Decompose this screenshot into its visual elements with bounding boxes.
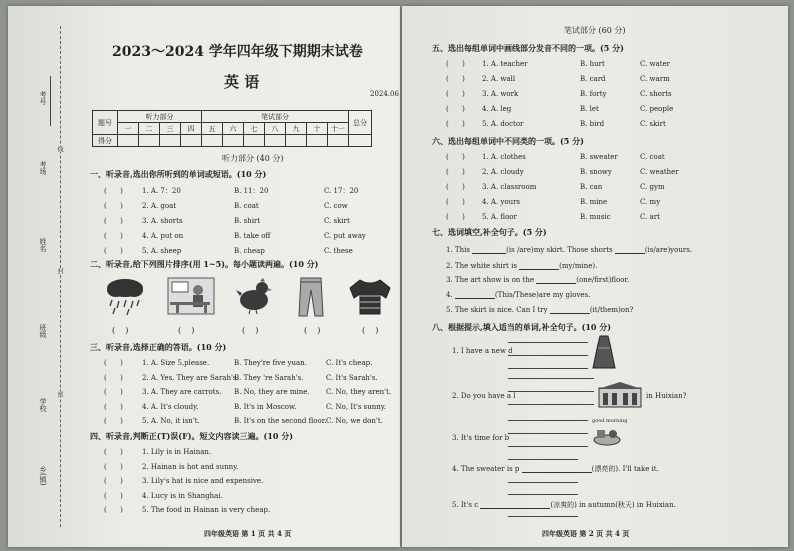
binding-mark-seal: 封 xyxy=(56,268,63,274)
score-table xyxy=(92,110,372,147)
sec4-title: 四、听录音,判断正(T)误(F)。短文内容读三遍。(10 分) xyxy=(90,431,294,441)
classroom-scene-icon xyxy=(166,276,216,316)
choice-option: 1. A. Size 5,please. xyxy=(142,359,210,367)
answer-paren[interactable]: ( ) xyxy=(446,183,465,191)
sec7-row-3 xyxy=(446,276,629,284)
score-item: 十一 xyxy=(328,123,349,135)
sec7-text: 4. xyxy=(446,291,453,299)
fill-blank[interactable] xyxy=(480,508,550,509)
choice-option: B. mine xyxy=(580,198,608,206)
score-item: 一 xyxy=(118,123,139,135)
score-input[interactable] xyxy=(223,135,244,147)
dress-icon xyxy=(592,334,616,370)
choice-option: B. They're five yuan. xyxy=(234,359,307,367)
exam-date: 2024.06 xyxy=(370,90,399,98)
binding-margin xyxy=(8,6,84,547)
choice-option: C. It's Sarah's. xyxy=(326,373,378,382)
choice-option: C. shorts xyxy=(640,90,672,98)
binding-label-town: 乡(镇) xyxy=(39,466,47,486)
score-input[interactable] xyxy=(118,135,139,147)
answer-paren[interactable]: ( ) xyxy=(104,217,123,225)
answer-paren[interactable]: ( ) xyxy=(446,105,465,113)
answer-paren[interactable]: ( ) xyxy=(242,326,259,335)
score-item: 二 xyxy=(139,123,160,135)
choice-option: C. cow xyxy=(324,202,348,210)
answer-paren[interactable]: ( ) xyxy=(178,326,195,335)
choice-option: C. warm xyxy=(640,75,670,83)
choice-option: C. water xyxy=(640,60,671,68)
choice-option: 2. A. goat xyxy=(142,202,177,210)
sec8-text: 4. The sweater is p xyxy=(452,465,520,473)
choice-option: 2. Hainan is hot and sunny. xyxy=(142,462,239,471)
binding-mark-secret: 密 xyxy=(56,391,63,397)
choice-option: 1. A. 7：20 xyxy=(142,187,181,195)
choice-option: 4. Lucy is in Shanghai. xyxy=(142,491,223,500)
sec7-text: 3. The art show is on the xyxy=(446,276,535,284)
fill-blank[interactable] xyxy=(519,269,559,270)
write-line[interactable] xyxy=(508,368,588,369)
sec8-title: 八、根据提示,填入适当的单词,补全句子。(10 分) xyxy=(432,322,612,332)
write-line[interactable] xyxy=(508,494,578,495)
sec8-row-4-lead xyxy=(452,465,659,473)
choice-option: B. take off xyxy=(234,232,271,240)
choice-option: C. skirt xyxy=(324,217,350,225)
answer-paren[interactable]: ( ) xyxy=(446,198,465,206)
choice-option: C. gym xyxy=(640,183,665,191)
breakfast-icon xyxy=(592,426,622,446)
choice-option: B. It's on the second floor. xyxy=(234,417,327,425)
choice-option: 2. A. wall xyxy=(482,75,516,83)
choice-option: B. They 're Sarah's. xyxy=(234,373,304,382)
choice-option: B. shirt xyxy=(234,217,261,225)
sec7-text: (my/mine). xyxy=(559,262,598,270)
score-cell-written: 笔试部分 xyxy=(202,111,349,123)
score-cell-total: 总分 xyxy=(349,111,372,135)
answer-paren[interactable]: ( ) xyxy=(104,232,123,240)
write-line[interactable] xyxy=(508,355,588,356)
card-caption: good morning xyxy=(592,418,628,424)
sec7-row-1 xyxy=(446,246,692,254)
choice-option: 2. A. Yes, They are Sarah's. xyxy=(142,373,239,382)
sec3-title: 三、听录音,选择正确的答语。(10 分) xyxy=(90,342,227,352)
score-item: 八 xyxy=(265,123,286,135)
answer-paren[interactable]: ( ) xyxy=(104,247,123,255)
write-line[interactable] xyxy=(508,404,594,405)
sec8-text: 5. It's c xyxy=(452,501,479,509)
sec7-row-2 xyxy=(446,262,597,270)
exam-title: 2023～2024 学年四年级下期期末试卷 xyxy=(112,44,363,60)
choice-option: B. let xyxy=(580,105,599,113)
sec8-row-2: 2. Do you have a l xyxy=(452,392,516,400)
choice-option: 3. A. classroom xyxy=(482,183,537,191)
choice-option: C. these xyxy=(324,247,353,255)
choice-option: C. It's cheap. xyxy=(326,359,373,367)
answer-paren[interactable]: ( ) xyxy=(104,187,123,195)
listening-header: 听力部分 (40 分) xyxy=(222,154,284,163)
choice-option: B. hurt xyxy=(580,60,605,68)
write-line[interactable] xyxy=(508,420,588,421)
choice-option: 3. A. work xyxy=(482,90,519,98)
choice-option: 4. A. yours xyxy=(482,198,521,206)
choice-option: C. No, we don't. xyxy=(326,417,383,425)
choice-option: C. No, they aren't. xyxy=(326,388,392,396)
sec8-text: (凉爽的) in autumn(秋天) in Huixian. xyxy=(550,501,676,509)
left-page xyxy=(8,6,400,547)
score-row-label: 得分 xyxy=(93,135,118,147)
choice-option: 5. The food in Hainan is very cheap. xyxy=(142,506,271,514)
fill-blank[interactable] xyxy=(522,472,592,473)
binding-label-exam-room: 考场 xyxy=(39,161,47,175)
choice-option: 5. A. doctor xyxy=(482,120,524,128)
score-input[interactable] xyxy=(328,135,349,147)
choice-option: 4. A. It's cloudy. xyxy=(142,402,199,411)
rain-cloud-icon xyxy=(104,276,146,316)
sec7-text: (it/them)on? xyxy=(589,306,634,314)
sec7-text: 5. The skirt is nice. Can I try xyxy=(446,306,548,314)
choice-option: C. 17：20 xyxy=(324,187,359,195)
sec8-row-1: 1. I have a new d xyxy=(452,347,513,355)
score-item: 九 xyxy=(286,123,307,135)
answer-paren[interactable]: ( ) xyxy=(446,168,465,176)
trousers-icon xyxy=(298,276,324,318)
choice-option: C. my xyxy=(640,198,661,206)
choice-option: B. cheap xyxy=(234,247,265,255)
answer-paren[interactable]: ( ) xyxy=(104,491,123,500)
score-input[interactable] xyxy=(160,135,181,147)
answer-paren[interactable]: ( ) xyxy=(446,120,465,128)
sec6-title: 六、选出每组单词中不同类的一项。(5 分) xyxy=(432,136,584,146)
sec7-text: 1. This xyxy=(446,246,470,254)
answer-paren[interactable]: ( ) xyxy=(104,388,123,396)
binding-label-class: 班级 xyxy=(39,324,47,338)
choice-option: 3. A. shorts xyxy=(142,217,183,225)
score-item: 四 xyxy=(181,123,202,135)
sec8-row-5-lead xyxy=(452,501,676,509)
choice-option: C. coat xyxy=(640,153,665,161)
write-line[interactable] xyxy=(508,446,588,447)
score-input[interactable] xyxy=(244,135,265,147)
right-footer: 四年级英语 第 2 页 共 4 页 xyxy=(542,529,630,538)
sec5-title: 五、选出每组单词中画线部分发音不同的一项。(5 分) xyxy=(432,43,624,53)
choice-option: B. snowy xyxy=(580,168,612,176)
score-item: 十 xyxy=(307,123,328,135)
answer-paren[interactable]: ( ) xyxy=(304,326,321,335)
choice-option: 2. A. cloudy xyxy=(482,168,524,176)
fill-blank[interactable] xyxy=(615,253,645,254)
score-input[interactable] xyxy=(181,135,202,147)
sec1-title: 一、听录音,选出你所听到的单词或短语。(10 分) xyxy=(90,169,267,179)
score-item: 三 xyxy=(160,123,181,135)
fill-blank[interactable] xyxy=(536,283,576,284)
sec7-title: 七、选词填空,补全句子。(5 分) xyxy=(432,227,547,237)
choice-option: 1. A. clothes xyxy=(482,153,526,161)
sec7-text: (is /are)my skirt. Those shorts xyxy=(506,246,613,254)
choice-option: 1. A. teacher xyxy=(482,60,528,68)
sec8-text: (漂亮的). I'll take it. xyxy=(591,465,659,473)
answer-paren[interactable]: ( ) xyxy=(104,462,123,471)
sec7-text: (is/are)yours. xyxy=(644,246,693,254)
choice-option: 5. A. sheep xyxy=(142,247,182,255)
sec2-title: 二、听录音,给下列图片排序(用 1~5)。每小题读两遍。(10 分) xyxy=(90,259,319,269)
write-line[interactable] xyxy=(508,459,578,460)
choice-option: 4. A. leg xyxy=(482,105,512,113)
choice-option: 5. A. floor xyxy=(482,213,517,221)
sec7-row-5 xyxy=(446,306,633,314)
binding-label-name: 姓名 xyxy=(39,238,47,252)
binding-label-school: 学校 xyxy=(39,398,47,412)
answer-paren[interactable]: ( ) xyxy=(104,477,123,485)
write-line[interactable] xyxy=(508,516,578,517)
answer-paren[interactable]: ( ) xyxy=(362,326,379,335)
answer-paren[interactable]: ( ) xyxy=(446,75,465,83)
choice-option: B. It's in Moscow. xyxy=(234,402,297,411)
left-footer: 四年级英语 第 1 页 共 4 页 xyxy=(204,529,292,538)
seal-line xyxy=(60,26,61,527)
score-item: 六 xyxy=(223,123,244,135)
score-item: 五 xyxy=(202,123,223,135)
choice-option: 3. A. They are carrots. xyxy=(142,388,222,396)
score-input[interactable] xyxy=(139,135,160,147)
score-input[interactable] xyxy=(349,135,372,147)
write-line[interactable] xyxy=(508,433,588,434)
score-input[interactable] xyxy=(307,135,328,147)
answer-paren[interactable]: ( ) xyxy=(446,213,465,221)
sec8-row-3: 3. It's time for b xyxy=(452,434,510,442)
fill-blank[interactable] xyxy=(550,313,590,314)
write-line[interactable] xyxy=(508,342,588,343)
choice-option: C. weather xyxy=(640,168,679,176)
choice-option: B. sweater xyxy=(580,153,618,161)
right-page xyxy=(402,6,788,547)
choice-option: C. skirt xyxy=(640,120,666,128)
answer-paren[interactable]: ( ) xyxy=(104,402,123,411)
answer-paren[interactable]: ( ) xyxy=(104,506,123,514)
write-line[interactable] xyxy=(508,482,578,483)
choice-option: 3. Lily's hat is nice and expensive. xyxy=(142,477,264,485)
write-line[interactable] xyxy=(508,378,594,379)
choice-option: B. bird xyxy=(580,120,605,128)
choice-option: C. put away xyxy=(324,232,366,240)
choice-option: 1. Lily is in Hainan. xyxy=(142,448,212,456)
choice-option: C. No, It's sunny. xyxy=(326,402,387,411)
answer-paren[interactable]: ( ) xyxy=(104,359,123,367)
answer-paren[interactable]: ( ) xyxy=(446,60,465,68)
answer-paren[interactable]: ( ) xyxy=(104,202,123,210)
sec7-text: (This/These)are my gloves. xyxy=(494,291,591,299)
subject-title: 英 语 xyxy=(224,73,260,91)
fill-blank[interactable] xyxy=(472,253,506,254)
choice-option: B. can xyxy=(580,183,603,191)
choice-option: B. forty xyxy=(580,90,607,98)
choice-option: 4. A. put on xyxy=(142,232,184,240)
choice-option: B. music xyxy=(580,213,611,221)
sec7-text: 2. The white shirt is xyxy=(446,262,517,270)
answer-paren[interactable]: ( ) xyxy=(104,417,123,425)
sec8-row-2-tail: in Huixian? xyxy=(646,392,687,400)
choice-option: B. coat xyxy=(234,202,259,210)
score-cell-label: 题号 xyxy=(93,111,118,135)
answer-paren[interactable]: ( ) xyxy=(104,373,123,382)
fill-blank[interactable] xyxy=(455,298,495,299)
hen-icon xyxy=(236,278,272,314)
sec7-row-4 xyxy=(446,291,590,299)
binding-mark-line: 线 xyxy=(56,146,63,152)
answer-paren[interactable]: ( ) xyxy=(112,326,129,335)
write-line[interactable] xyxy=(508,391,594,392)
answer-paren[interactable]: ( ) xyxy=(446,153,465,161)
binding-label-exam-number: 考号 xyxy=(39,91,47,105)
choice-option: 5. A. No, it isn't. xyxy=(142,417,200,425)
answer-paren[interactable]: ( ) xyxy=(446,90,465,98)
answer-paren[interactable]: ( ) xyxy=(104,448,123,456)
choice-option: C. people xyxy=(640,105,674,113)
choice-option: C. art xyxy=(640,213,660,221)
score-cell-listening: 听力部分 xyxy=(118,111,202,123)
score-item: 七 xyxy=(244,123,265,135)
score-input[interactable] xyxy=(265,135,286,147)
score-input[interactable] xyxy=(202,135,223,147)
score-input[interactable] xyxy=(286,135,307,147)
library-building-icon xyxy=(598,382,642,408)
choice-option: B. card xyxy=(580,75,606,83)
choice-option: B. No, they are mine. xyxy=(234,388,310,396)
sweater-icon xyxy=(348,276,392,316)
choice-option: B. 11：20 xyxy=(234,187,269,195)
written-header: 笔试部分 (60 分) xyxy=(564,26,626,35)
sec7-text: (one/first)floor. xyxy=(576,276,630,284)
